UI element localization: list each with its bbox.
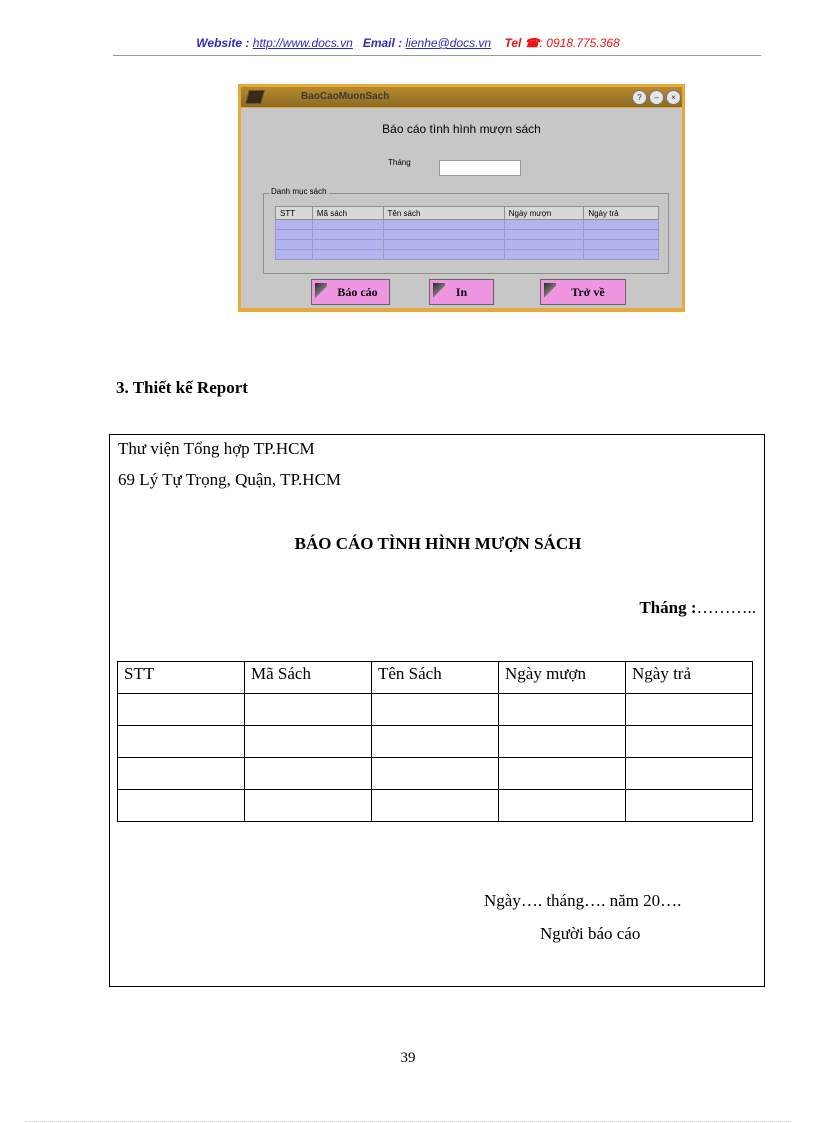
month-label: Tháng [388, 158, 411, 167]
page-number: 39 [400, 1050, 416, 1066]
report-col-ten-sach: Tên Sách [372, 662, 499, 694]
window-titlebar [241, 87, 682, 107]
report-row [118, 694, 753, 726]
grid-row[interactable] [276, 240, 659, 250]
report-month [639, 598, 756, 618]
print-button-icon [433, 283, 445, 301]
report-col-ngay-tra: Ngày trả [626, 662, 753, 694]
phone-icon: ☎ [524, 36, 540, 50]
minimize-icon[interactable]: – [649, 90, 664, 105]
report-org: Thư viện Tổng hợp TP.HCM [118, 439, 315, 458]
report-header-row [118, 662, 753, 694]
grid-col-stt[interactable]: STT [276, 207, 313, 220]
tel-number: : 0918.775.368 [539, 36, 620, 50]
window-title: BaoCaoMuonSach [301, 91, 390, 102]
report-window [238, 84, 685, 312]
website-link[interactable]: http://www.docs.vn [252, 36, 353, 50]
close-icon[interactable]: × [666, 90, 681, 105]
book-list-group-label: Danh mục sách [271, 187, 327, 196]
back-button[interactable]: Trở về [540, 279, 626, 305]
footer-divider [25, 1121, 791, 1122]
grid-col-ngay-muon[interactable]: Ngày mượn [504, 207, 584, 220]
print-button[interactable]: In [429, 279, 494, 305]
website-label: Website : [196, 36, 253, 50]
report-col-stt: STT [118, 662, 245, 694]
back-button-icon [544, 283, 556, 301]
report-col-ma-sach: Mã Sách [245, 662, 372, 694]
report-table [117, 661, 753, 822]
grid-row[interactable] [276, 230, 659, 240]
report-month-label: Tháng : [639, 598, 697, 617]
report-month-dots: ……….. [696, 598, 756, 617]
report-address: 69 Lý Tự Trọng, Quận, TP.HCM [118, 470, 342, 489]
header-divider [113, 55, 761, 56]
email-link[interactable]: lienhe@docs.vn [405, 36, 492, 50]
report-button-icon [315, 283, 327, 301]
grid-header-row [276, 207, 659, 220]
window-body [241, 108, 682, 308]
window-heading: Báo cáo tình hình mượn sách [382, 122, 541, 136]
report-button[interactable]: Báo cáo [311, 279, 390, 305]
page-header [0, 36, 816, 50]
report-design [109, 434, 765, 987]
app-icon [245, 90, 265, 104]
book-grid[interactable] [275, 206, 659, 260]
grid-col-ngay-tra[interactable]: Ngày trả [584, 207, 659, 220]
month-input[interactable] [439, 160, 521, 176]
report-signer: Người báo cáo [540, 924, 641, 943]
report-col-ngay-muon: Ngày mượn [499, 662, 626, 694]
grid-col-ten-sach[interactable]: Tên sách [383, 207, 504, 220]
report-title: BÁO CÁO TÌNH HÌNH MƯỢN SÁCH [294, 534, 582, 553]
report-date-line: Ngày…. tháng…. năm 20…. [484, 891, 682, 910]
section-title: 3. Thiết kế Report [116, 378, 248, 397]
grid-row[interactable] [276, 250, 659, 260]
report-row [118, 790, 753, 822]
email-label: Email : [362, 36, 406, 50]
grid-col-ma-sach[interactable]: Mã sách [312, 207, 383, 220]
report-row [118, 758, 753, 790]
report-row [118, 726, 753, 758]
tel-label: Tel [504, 36, 525, 50]
help-icon[interactable]: ? [632, 90, 647, 105]
grid-row[interactable] [276, 220, 659, 230]
